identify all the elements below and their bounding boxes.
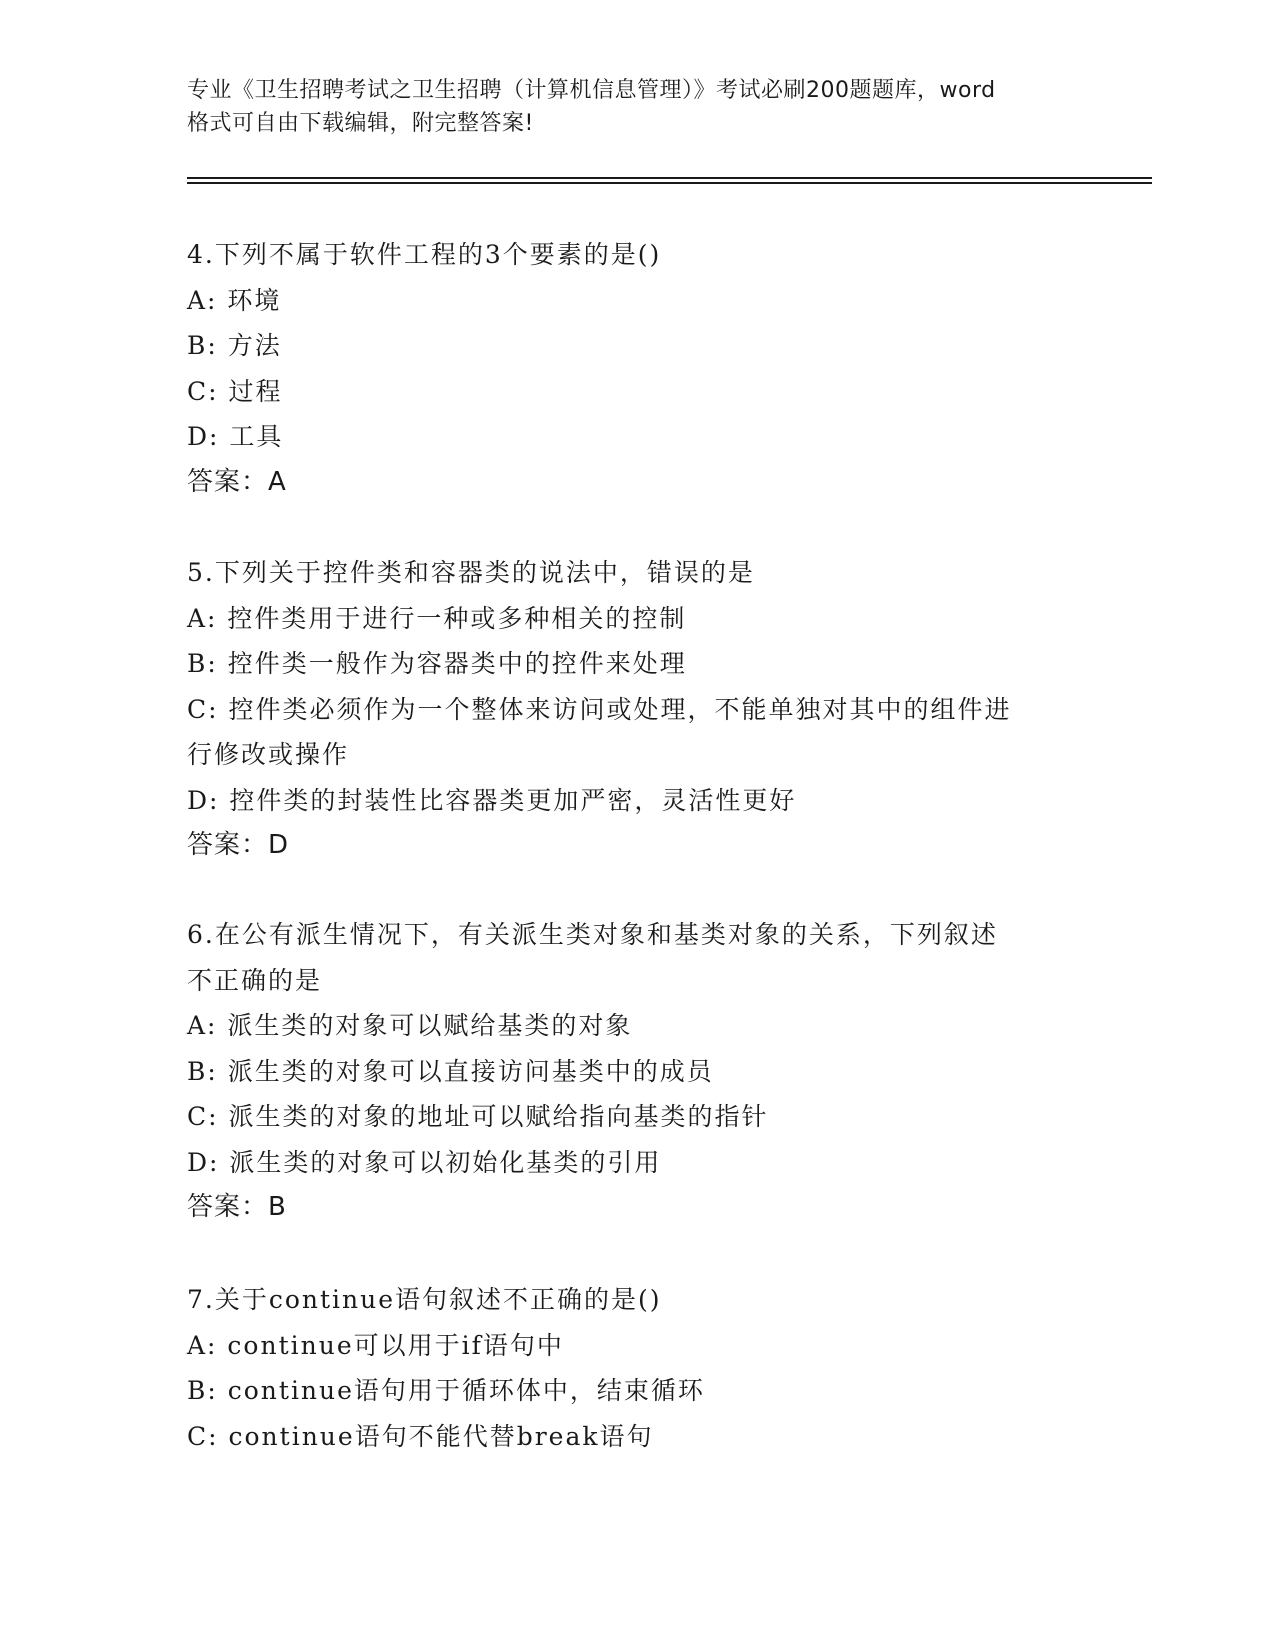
- question-block: [187, 1277, 1087, 1459]
- option-a: A: 控件类用于进行一种或多种相关的控制: [187, 603, 687, 633]
- option-c: C: continue语句不能代替break语句: [187, 1421, 654, 1451]
- option-c: C: 控件类必须作为一个整体来访问或处理，不能单独对其中的组件进: [187, 694, 1012, 724]
- header-line-1: 专业《卫生招聘考试之卫生招聘（计算机信息管理）》考试必刷200题题库，word: [187, 78, 996, 103]
- question-stem: 7.关于continue语句叙述不正确的是(): [187, 1285, 662, 1314]
- question-stem: 5.下列关于控件类和容器类的说法中，错误的是: [187, 558, 755, 587]
- question-block: [187, 550, 1087, 869]
- header-line-2: 格式可自由下载编辑，附完整答案!: [187, 111, 534, 136]
- answer-label: 答案：B: [187, 1192, 287, 1222]
- answer-label: 答案：A: [187, 466, 287, 497]
- option-a: A: continue可以用于if语句中: [187, 1330, 564, 1360]
- question-stem-continued: 不正确的是: [187, 965, 323, 995]
- document-header: [187, 74, 1087, 140]
- option-b: B: 方法: [187, 331, 282, 360]
- question-stem: 6.在公有派生情况下，有关派生类对象和基类对象的关系，下列叙述: [187, 920, 998, 949]
- header-divider-top: [187, 177, 1152, 179]
- option-a: A: 环境: [187, 285, 282, 315]
- option-b: B: 派生类的对象可以直接访问基类中的成员: [187, 1056, 714, 1086]
- option-c: C: 派生类的对象的地址可以赋给指向基类的指针: [187, 1102, 769, 1131]
- option-d: D: 派生类的对象可以初始化基类的引用: [187, 1147, 662, 1177]
- question-stem: 4.下列不属于软件工程的3个要素的是(): [187, 240, 662, 269]
- option-b: B: continue语句用于循环体中，结束循环: [187, 1376, 705, 1405]
- answer-label: 答案：D: [187, 830, 290, 860]
- option-d: D: 工具: [187, 422, 284, 451]
- option-c: C: 过程: [187, 376, 283, 406]
- option-c-continued: 行修改或操作: [187, 740, 350, 769]
- header-divider-bottom: [187, 182, 1152, 184]
- option-a: A: 派生类的对象可以赋给基类的对象: [187, 1011, 633, 1040]
- question-block: [187, 912, 1087, 1231]
- option-b: B: 控件类一般作为容器类中的控件来处理: [187, 649, 687, 678]
- question-block: [187, 232, 1087, 505]
- option-d: D: 控件类的封装性比容器类更加严密，灵活性更好: [187, 785, 797, 815]
